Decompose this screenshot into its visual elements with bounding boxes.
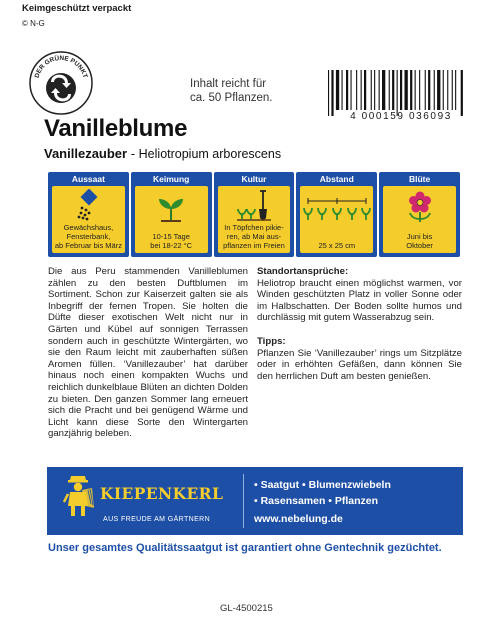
panel-text-line: In Töpfchen pikie- — [224, 223, 284, 232]
barcode-bar — [415, 70, 416, 110]
panel-text-line: Juni bis — [406, 232, 433, 241]
panel-label: Abstand — [319, 174, 354, 184]
barcode-bar — [410, 70, 412, 110]
panel-label: Keimung — [153, 174, 190, 184]
barcode-bar — [389, 70, 390, 110]
barcode-bar — [428, 70, 430, 110]
panel-text-line: bei 18-22 °C — [150, 241, 193, 250]
product-range-line-1: • Saatgut • Blumenzwiebeln — [254, 479, 391, 491]
variety-name: Vanillezauber — [44, 146, 128, 161]
barcode-bar — [443, 70, 444, 110]
barcode-bar — [342, 70, 343, 110]
barcode-bar — [437, 70, 440, 110]
barcode-bar — [434, 70, 435, 110]
location-heading: Standortansprüche: — [257, 266, 349, 277]
panel-abstand — [296, 172, 377, 257]
barcode-bar — [374, 70, 375, 110]
barcode-bar — [346, 70, 348, 110]
brand-tagline: AUS FREUDE AM GÄRTNERN — [103, 516, 211, 523]
barcode-bar — [328, 70, 329, 116]
panel-keimung — [131, 172, 212, 257]
spade-icon — [234, 189, 274, 223]
product-description: Die aus Peru stammenden Vanilleblumen zählen zu den besten Duftblumen im Sortiment. Schon zur Kaiserzeit galten sie als Inbegriff der fernen Tropen. Sie holten die Düfte dieser exotischen Welt nicht nur in Gärten und Kübel auf sonnigen Terrassen sondern auch in geschützte Wintergärten, wo sie den Raum leicht mit zauberhaften süßen Aromen füllen. ‘Vanillezauber’ hat darüber hinaus noch einen kompakten Wuchs und reichlich dunkelblaue Blüten an dichten Dolden zu bieten. Den ganzen Sommer lang erneuert sich die Pracht und bei genügend Wärme und Licht kann diese Sorte den Wintergarten ganzjährig beleben. — [48, 266, 248, 440]
tips-text: Pflanzen Sie ‘Vanillezauber’ rings um Sitzplätze oder in erhöhten Gefäßen, dann können Sie den herrlichen Duft am besten genießen. — [257, 347, 462, 382]
barcode-bar — [452, 70, 453, 110]
seed-sowing-icon — [68, 189, 108, 223]
barcode-bar — [371, 70, 372, 110]
gmo-free-guarantee: Unser gesamtes Qualitätssaatgut ist garantiert ohne Gentechnik gezüchtet. — [48, 542, 442, 554]
barcode-number: 4 000159 036093 — [350, 111, 452, 122]
sprout-icon — [151, 189, 191, 223]
cultivation-panels — [48, 172, 460, 257]
barcode-bar — [392, 70, 394, 110]
care-info — [257, 266, 462, 382]
panel-text-line: pflanzen im Freien — [223, 241, 285, 250]
panel-text-line: ren, ab Mai aus- — [226, 232, 282, 241]
barcode-bar — [397, 70, 398, 116]
packaging-note: Keimgeschützt verpackt — [22, 3, 132, 14]
contents-line-1: Inhalt reicht für — [190, 78, 267, 90]
panel-label: Blüte — [408, 174, 431, 184]
spacing-icon — [302, 189, 372, 223]
website-link[interactable]: www.nebelung.de — [254, 513, 343, 525]
contents-info — [190, 77, 272, 105]
panel-label: Aussaat — [71, 174, 105, 184]
product-title: Vanilleblume — [44, 115, 188, 142]
barcode-bar — [364, 70, 366, 110]
brand-name: KIEPENKERL — [100, 484, 224, 503]
subtitle-separator: - — [127, 146, 139, 161]
panel-text-line: Gewächshaus, — [63, 223, 114, 232]
article-code: GL-4500215 — [220, 603, 273, 614]
gruener-punkt-logo — [28, 50, 94, 116]
barcode-bar — [379, 70, 380, 110]
panel-text-line: 10-15 Tage — [152, 232, 190, 241]
banner-divider — [243, 474, 244, 528]
panel-text-line: Fensterbank, — [66, 232, 111, 241]
latin-name: Heliotropium arborescens — [138, 147, 282, 161]
product-subtitle — [44, 146, 281, 161]
barcode-bar — [419, 70, 420, 110]
barcode-bar — [336, 70, 339, 110]
barcode-bar — [351, 70, 352, 110]
panel-kultur — [214, 172, 295, 257]
kiepenkerl-figure-logo — [58, 474, 98, 518]
panel-label: Kultur — [241, 174, 267, 184]
barcode-bar — [447, 70, 448, 110]
copyright-note: © N-G — [22, 19, 45, 28]
barcode-bar — [461, 70, 463, 116]
barcode-bar — [425, 70, 426, 110]
flower-icon — [400, 189, 440, 223]
barcode-bar — [400, 70, 402, 110]
location-text: Heliotrop braucht einen möglichst warmen, vor Winden geschützten Platz in voller Sonne oder im Halbschatten. Der Boden sollte humos und durchlässig mit gutem Wasserabzug sein. — [257, 277, 462, 324]
panel-text-line: ab Februar bis März — [54, 241, 122, 250]
barcode-bar — [331, 70, 333, 116]
panel-text-line: Oktober — [406, 241, 433, 250]
product-range-line-2: • Rasensamen • Pflanzen — [254, 495, 379, 507]
barcode-bar — [382, 70, 385, 110]
barcode-bar — [356, 70, 357, 110]
contents-line-2: ca. 50 Pflanzen. — [190, 92, 273, 104]
barcode-bar — [455, 70, 456, 110]
gruener-punkt-text: DER GRÜNE PUNKT — [33, 54, 89, 79]
barcode-bar — [361, 70, 362, 110]
panel-aussaat — [48, 172, 129, 257]
panel-text-line: 25 x 25 cm — [318, 241, 356, 250]
tips-heading: Tipps: — [257, 335, 286, 347]
barcode-bar — [405, 70, 408, 110]
panel-bluete — [379, 172, 460, 257]
